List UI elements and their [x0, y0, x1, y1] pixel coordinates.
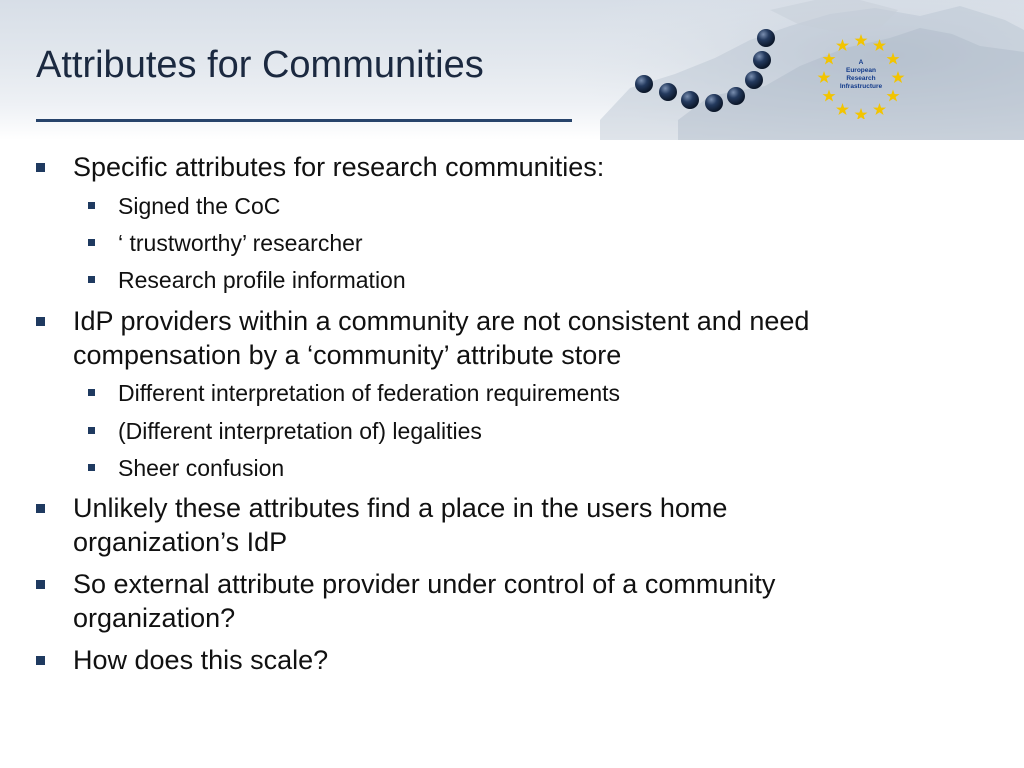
bullet-text-line-1: IdP providers within a community are not consistent and need — [73, 306, 810, 336]
square-bullet-icon — [88, 239, 95, 246]
logo-text-line-1: A — [858, 59, 864, 66]
bullet-text-line-2: organization’s IdP — [73, 527, 288, 557]
square-bullet-icon — [88, 276, 95, 283]
sub-bullet-item — [118, 453, 284, 483]
square-bullet-icon — [88, 464, 95, 471]
square-bullet-icon — [36, 317, 45, 326]
logo-text-line-2: European — [846, 67, 876, 74]
bullet-text-line-1: So external attribute provider under control of a community — [73, 569, 776, 599]
sub-bullet-text: Sheer confusion — [118, 455, 285, 481]
sub-bullet-item — [118, 416, 482, 446]
slide-title: Attributes for Communities — [36, 44, 484, 86]
square-bullet-icon — [36, 163, 45, 172]
square-bullet-icon — [36, 656, 45, 665]
sub-bullet-item — [118, 378, 620, 408]
bullet-text: How does this scale? — [73, 645, 329, 675]
bullet-text-line-1: Unlikely these attributes find a place in the users home — [73, 493, 728, 523]
bullet-text-line-2: organization? — [73, 603, 236, 633]
square-bullet-icon — [88, 202, 95, 209]
bullet-item — [73, 643, 328, 677]
sub-bullet-text: Research profile information — [118, 267, 406, 293]
logo-text-line-3: Research — [846, 75, 876, 82]
square-bullet-icon — [36, 580, 45, 589]
bullet-item — [73, 304, 809, 372]
sub-bullet-item — [118, 265, 406, 295]
sub-bullet-text: (Different interpretation of) legalities — [118, 418, 482, 444]
bullet-item — [73, 491, 727, 559]
sub-bullet-text: Signed the CoC — [118, 193, 281, 219]
sub-bullet-item — [118, 191, 280, 221]
square-bullet-icon — [36, 504, 45, 513]
square-bullet-icon — [88, 427, 95, 434]
sub-bullet-text: Different interpretation of federation requirements — [118, 380, 621, 406]
sub-bullet-item — [118, 228, 363, 258]
square-bullet-icon — [88, 389, 95, 396]
bullet-text-line-2: compensation by a ‘community’ attribute store — [73, 340, 622, 370]
bullet-text: Specific attributes for research communities: — [73, 152, 605, 182]
bullet-item — [73, 567, 775, 635]
sub-bullet-text: ‘ trustworthy’ researcher — [118, 230, 363, 256]
bullet-item — [73, 150, 604, 184]
logo-text-line-4: Infrastructure — [839, 83, 883, 90]
